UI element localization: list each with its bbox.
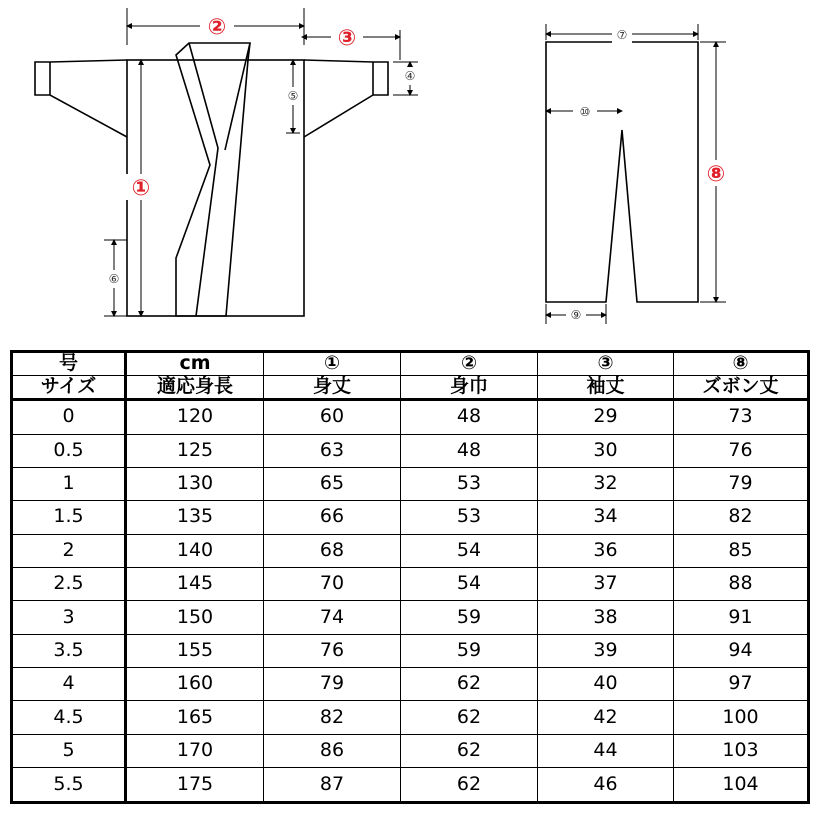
cell-body-length: 65 (264, 467, 401, 500)
table-row (12, 668, 809, 701)
cell-height: 130 (126, 467, 264, 500)
header-body-length: 身丈 (264, 375, 401, 399)
cell-body-width: 53 (401, 467, 538, 500)
header-body-width: 身巾 (401, 375, 538, 399)
cell-sleeve: 34 (538, 501, 674, 534)
cell-pants-length: 85 (674, 534, 809, 567)
size-table (10, 350, 810, 804)
table-row (12, 501, 809, 534)
cell-sleeve: 30 (538, 434, 674, 467)
cell-height: 125 (126, 434, 264, 467)
header-body-width-top: ② (401, 352, 538, 376)
cell-sleeve: 29 (538, 399, 674, 434)
table-row (12, 399, 809, 434)
cell-height: 140 (126, 534, 264, 567)
cell-height: 165 (126, 701, 264, 734)
table-row (12, 701, 809, 734)
cell-sleeve: 40 (538, 668, 674, 701)
cell-pants-length: 76 (674, 434, 809, 467)
cell-size: 4.5 (12, 701, 126, 734)
cell-sleeve: 46 (538, 768, 674, 803)
header-height-top: cm (126, 352, 264, 376)
header-pants: ズボン丈 (674, 375, 809, 399)
header-size-top: 号 (12, 352, 126, 376)
cell-pants-length: 104 (674, 768, 809, 803)
cell-body-length: 82 (264, 701, 401, 734)
cell-body-length: 87 (264, 768, 401, 803)
cell-size: 1.5 (12, 501, 126, 534)
cell-body-width: 59 (401, 634, 538, 667)
cell-sleeve: 42 (538, 701, 674, 734)
cell-size: 0 (12, 399, 126, 434)
cell-sleeve: 44 (538, 734, 674, 767)
header-pants-top: ⑧ (674, 352, 809, 376)
header-row-top (12, 352, 809, 376)
cell-pants-length: 88 (674, 567, 809, 600)
cell-body-width: 48 (401, 434, 538, 467)
marker-8: ⑧ (706, 162, 726, 187)
table-body (12, 399, 809, 802)
cell-sleeve: 32 (538, 467, 674, 500)
cell-size: 5.5 (12, 768, 126, 803)
table-row (12, 601, 809, 634)
cell-sleeve: 36 (538, 534, 674, 567)
cell-body-length: 74 (264, 601, 401, 634)
cell-body-width: 62 (401, 668, 538, 701)
cell-sleeve: 39 (538, 634, 674, 667)
cell-pants-length: 103 (674, 734, 809, 767)
pants-drawing (546, 42, 698, 302)
cell-pants-length: 97 (674, 668, 809, 701)
header-body-length-top: ① (264, 352, 401, 376)
cell-size: 2.5 (12, 567, 126, 600)
table-row (12, 434, 809, 467)
header-sleeve-top: ③ (538, 352, 674, 376)
cell-body-length: 70 (264, 567, 401, 600)
cell-height: 145 (126, 567, 264, 600)
cell-body-width: 62 (401, 768, 538, 803)
cell-height: 155 (126, 634, 264, 667)
cell-body-length: 60 (264, 399, 401, 434)
cell-size: 2 (12, 534, 126, 567)
header-height: 適応身長 (126, 375, 264, 399)
cell-pants-length: 79 (674, 467, 809, 500)
header-sleeve: 袖丈 (538, 375, 674, 399)
cell-pants-length: 82 (674, 501, 809, 534)
table-row (12, 734, 809, 767)
cell-size: 3 (12, 601, 126, 634)
cell-body-width: 62 (401, 734, 538, 767)
cell-sleeve: 38 (538, 601, 674, 634)
marker-6: ⑥ (108, 272, 120, 286)
table-row (12, 534, 809, 567)
cell-pants-length: 100 (674, 701, 809, 734)
cell-body-width: 59 (401, 601, 538, 634)
cell-body-length: 63 (264, 434, 401, 467)
table-row (12, 467, 809, 500)
cell-body-length: 79 (264, 668, 401, 701)
cell-height: 150 (126, 601, 264, 634)
cell-size: 5 (12, 734, 126, 767)
marker-10: ⑩ (579, 105, 591, 119)
cell-height: 175 (126, 768, 264, 803)
jacket-drawing (35, 43, 388, 316)
marker-4: ④ (404, 69, 416, 83)
header-row-bottom (12, 375, 809, 399)
cell-pants-length: 91 (674, 601, 809, 634)
cell-height: 135 (126, 501, 264, 534)
marker-7: ⑦ (616, 28, 628, 42)
cell-sleeve: 37 (538, 567, 674, 600)
cell-size: 4 (12, 668, 126, 701)
marker-3: ③ (337, 26, 357, 51)
cell-body-length: 86 (264, 734, 401, 767)
table-row (12, 567, 809, 600)
table-row (12, 634, 809, 667)
cell-body-length: 66 (264, 501, 401, 534)
cell-body-width: 54 (401, 567, 538, 600)
cell-pants-length: 94 (674, 634, 809, 667)
cell-height: 170 (126, 734, 264, 767)
marker-5: ⑤ (287, 89, 299, 103)
garment-diagram (0, 0, 820, 340)
marker-1: ① (131, 176, 151, 201)
cell-height: 120 (126, 399, 264, 434)
cell-pants-length: 73 (674, 399, 809, 434)
marker-2: ② (207, 15, 227, 40)
cell-body-width: 54 (401, 534, 538, 567)
header-size: サイズ (12, 375, 126, 399)
cell-size: 1 (12, 467, 126, 500)
cell-body-width: 53 (401, 501, 538, 534)
marker-9: ⑨ (570, 308, 582, 322)
cell-size: 0.5 (12, 434, 126, 467)
table-row (12, 768, 809, 803)
cell-height: 160 (126, 668, 264, 701)
cell-size: 3.5 (12, 634, 126, 667)
cell-body-length: 68 (264, 534, 401, 567)
cell-body-width: 62 (401, 701, 538, 734)
cell-body-length: 76 (264, 634, 401, 667)
dimension-lines (104, 8, 726, 324)
cell-body-width: 48 (401, 399, 538, 434)
